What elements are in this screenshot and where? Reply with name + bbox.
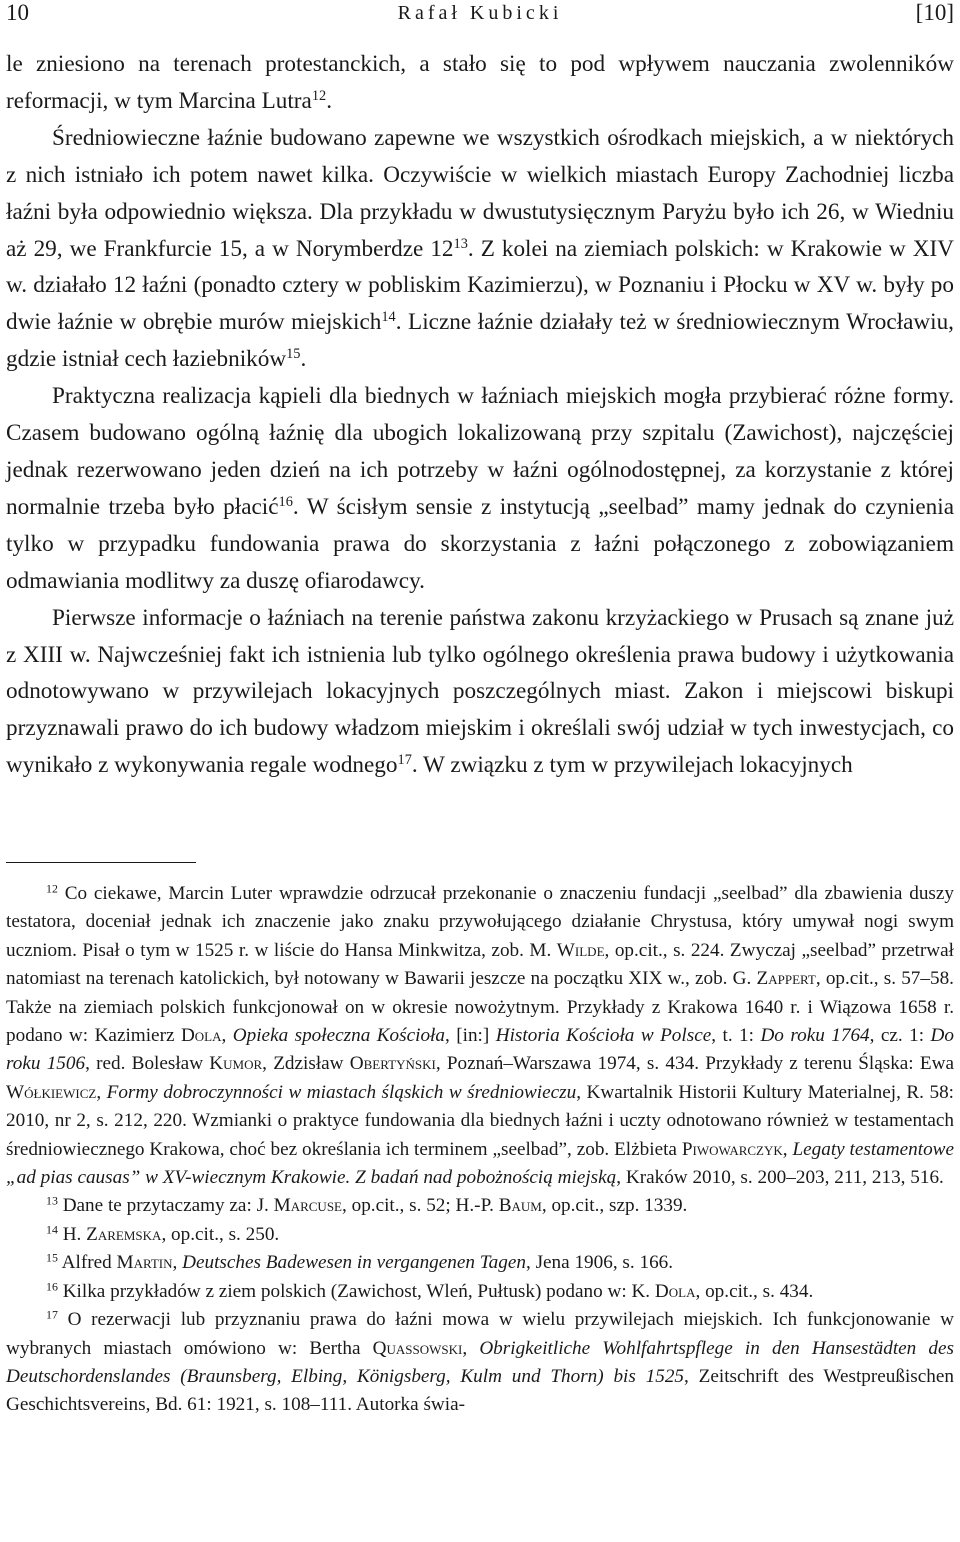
- text-run: , red. Bolesław: [85, 1053, 210, 1075]
- text-run: H.: [57, 1223, 87, 1245]
- text-run: , op.cit., s. 224. Zwyczaj „seelbad” przetrwał natomiast na terenach katolickich, był notowany w Bawarii jeszcze na początku XIX w., zob. G.: [6, 939, 954, 990]
- work-title: Do roku 1764: [760, 1025, 870, 1047]
- footnote-12: [6, 880, 954, 1192]
- work-title: Opieka społeczna Kościoła: [232, 1025, 445, 1047]
- work-title: Do roku 1506: [6, 1025, 954, 1075]
- text-run: Kilka przykładów z ziem polskich (Zawichost, Wleń, Pułtusk) podano w: K.: [57, 1280, 655, 1302]
- footnote-ref-13[interactable]: 13: [453, 235, 468, 252]
- paragraph-1: [6, 46, 954, 120]
- text-run: .: [326, 87, 332, 114]
- text-run: , op.cit., s. 52; H.-P.: [342, 1195, 499, 1217]
- footnote-ref-12[interactable]: 12: [311, 88, 327, 104]
- paragraph-3: [6, 378, 954, 599]
- text-run: O rezerwacji lub przyznaniu prawa do łaźni mowa w wielu przywilejach miejskich. Ich funkcjonowanie w wybranych miastach omówiono w: Bertha: [6, 1309, 954, 1359]
- author-surname: Zaremska: [86, 1223, 162, 1245]
- text-run: , op.cit., szp. 1339.: [541, 1195, 688, 1217]
- footnote-ref-15[interactable]: 15: [286, 346, 301, 363]
- footnote-16: [6, 1278, 954, 1306]
- author-surname: Piwowarczyk: [681, 1138, 783, 1160]
- author-surname: Quassowski: [372, 1337, 463, 1359]
- work-title: Legaty testamentowe „ad pias causas” w XV-wiecznym Krakowie. Z badań nad pobożnością miejską: [6, 1138, 955, 1189]
- text-run: . W ścisłym sensie z instytucją „seelbad” mamy jednak do czynienia tylko w przypadku fundowania prawa do skorzystania z łaźni połączonego z zobowiązaniem odmawiania modlitwy za duszę ofiarodawcy.: [6, 493, 954, 594]
- author-surname: Baum: [498, 1195, 542, 1217]
- footnote-ref-14[interactable]: 14: [381, 309, 396, 326]
- text-run: . Z kolei na ziemiach polskich: w Krakowie w XIV w. działało 12 łaźni (ponadto cztery w pobliskim Kazimierzu), w Poznaniu i Płocku w XV w. były po dwie łaźnie w obrębie murów miejskich: [6, 235, 954, 336]
- footnotes: [6, 880, 954, 1420]
- footnote-number: 13: [46, 1193, 58, 1208]
- work-title: Formy dobroczynności w miastach śląskich w średniowieczu: [106, 1081, 577, 1103]
- author-surname: Marcuse: [273, 1195, 342, 1217]
- footnote-ref-16[interactable]: 16: [278, 493, 293, 510]
- footnote-number: 16: [46, 1279, 58, 1294]
- footnote-number: 15: [46, 1250, 58, 1265]
- paragraph-4: [6, 600, 954, 785]
- text-run: , op.cit., s. 250.: [161, 1223, 280, 1245]
- author-surname: Dola: [180, 1025, 222, 1047]
- page-number-bracketed: [10]: [915, 0, 954, 25]
- text-run: ,: [96, 1081, 107, 1103]
- footnote-ref-17[interactable]: 17: [397, 752, 412, 769]
- work-title: Obrigkeitliche Wohlfahrtspflege in den Hansestädten des Deutschordenslandes (Braunsberg, Elbing, Königsberg, Kulm und Thorn) bis 1525: [6, 1337, 955, 1387]
- footnote-14: [6, 1221, 954, 1249]
- text-run: Pierwsze informacje o łaźniach na terenie państwa zakonu krzyżackiego w Prusach są znane już z XIII w. Najwcześniej fakt ich istnienia lub tylko ogólnego określenia prawa budowy i użytkowania odnotowywano w przywilejach lokacyjnych poszczególnych miast. Zakon i miejscowi biskupi przyznawali prawo do ich budowy władzom miejskim i określali swój udział w tych inwestycjach, co wynikało z wykonywania regale wodnego: [6, 604, 954, 779]
- running-header: [6, 0, 954, 30]
- footnote-number: 12: [46, 881, 58, 896]
- footnote-separator: [6, 862, 196, 863]
- text-run: , Kraków 2010, s. 200–203, 211, 213, 516.: [616, 1167, 944, 1189]
- text-run: , Kwartalnik Historii Kultury Materialnej, R. 58: 2010, nr 2, s. 212, 220. Wzmianki o praktyce fundowania dla biednych łaźni i uczty odnotowano również w testamentach średniowiecznego Krakowa, choć bez określania ich terminem „seelbad”, zob. Elżbieta: [6, 1081, 954, 1160]
- text-run: ,: [172, 1252, 183, 1274]
- text-run: Praktyczna realizacja kąpieli dla biednych w łaźniach miejskich mogła przybierać różne formy. Czasem budowano ogólną łaźnię dla ubogich lokalizowaną przy szpitalu (Zawichost), najczęściej jednak rezerwowano jeden dzień na ich potrzeby w łaźni ogólnodostępnej, za korzystanie z której normalnie trzeba było płacić: [6, 383, 954, 520]
- footnote-15: [6, 1249, 954, 1277]
- text-run: , t. 1:: [711, 1025, 761, 1047]
- footnote-number: 14: [46, 1222, 58, 1237]
- author-surname: Kumor: [209, 1053, 263, 1075]
- text-run: , op.cit., s. 57–58. Także na ziemiach polskich funkcjonował on w okresie nowożytnym. Przykłady z Krakowa 1640 r. i Wiązowa 1658 r. podano w: Kazimierz: [6, 968, 954, 1047]
- text-run: , op.cit., s. 434.: [695, 1280, 814, 1302]
- text-run: , Zdzisław: [262, 1053, 350, 1075]
- footnote-13: [6, 1192, 954, 1220]
- work-title: Historia Kościoła w Polsce: [495, 1025, 712, 1047]
- text-run: Dane te przytaczamy za: J.: [57, 1195, 274, 1217]
- text-run: , [in:]: [444, 1025, 496, 1047]
- author-surname: Wilde: [556, 939, 605, 961]
- running-head-author: Rafał Kubicki: [397, 2, 563, 24]
- text-run: ,: [221, 1025, 233, 1047]
- text-run: Średniowieczne łaźnie budowano zapewne we wszystkich ośrodkach miejskich, a w niektórych z nich istniało ich potem nawet kilka. Oczywiście w wielkich miastach Europy Zachodniej liczba łaźni była odpowiednio większa. Dla przykładu w dwustutysięcznym Paryżu było ich 26, w Wiedniu aż 29, we Frankfurcie 15, a w Norymberdze 12: [6, 124, 954, 262]
- work-title: Deutsches Badewesen in vergangenen Tagen: [182, 1252, 526, 1274]
- text-run: ,: [782, 1138, 793, 1160]
- text-run: le zniesiono na terenach protestanckich, a stało się to pod wpływem nauczania zwolenników reformacji, w tym Marcina Lutra: [6, 51, 954, 114]
- text-run: .: [300, 346, 307, 373]
- text-run: . W związku z tym w przywilejach lokacyjnych: [411, 752, 853, 779]
- text-run: , Zeitschrift des Westpreußischen Geschichtsvereins, Bd. 61: 1921, s. 108–111. Autorka świa-: [6, 1365, 954, 1416]
- main-text: [6, 46, 954, 784]
- text-run: Alfred: [57, 1252, 117, 1274]
- text-run: ,: [462, 1337, 480, 1359]
- text-run: , Jena 1906, s. 166.: [525, 1252, 674, 1274]
- author-surname: Dola: [654, 1280, 696, 1302]
- paragraph-2: [6, 120, 954, 378]
- footnote-number: 17: [46, 1307, 58, 1322]
- text-run: , cz. 1:: [869, 1025, 931, 1047]
- author-surname: Wółkiewicz: [6, 1081, 97, 1103]
- text-run: Co ciekawe, Marcin Luter wprawdzie odrzucał przekonanie o znaczeniu fundacji „seelbad” dla zbawienia duszy testatora, doceniał jednak ich znaczenie jako znaku przywołującego działanie Chrystusa, który umywał nogi swym uczniom. Pisał o tym w 1525 r. w liście do Hansa Minkwitza, zob. M.: [6, 883, 954, 961]
- footnote-17: [6, 1306, 954, 1420]
- author-surname: Zappert: [756, 968, 816, 990]
- author-surname: Martin: [116, 1252, 173, 1274]
- text-run: , Poznań–Warszawa 1974, s. 434. Przykłady z terenu Śląska: Ewa: [435, 1053, 954, 1075]
- author-surname: Obertyński: [349, 1053, 436, 1075]
- text-run: . Liczne łaźnie działały też w średniowiecznym Wrocławiu, gdzie istniał cech łaziebników: [6, 309, 954, 373]
- page-number: 10: [6, 0, 29, 25]
